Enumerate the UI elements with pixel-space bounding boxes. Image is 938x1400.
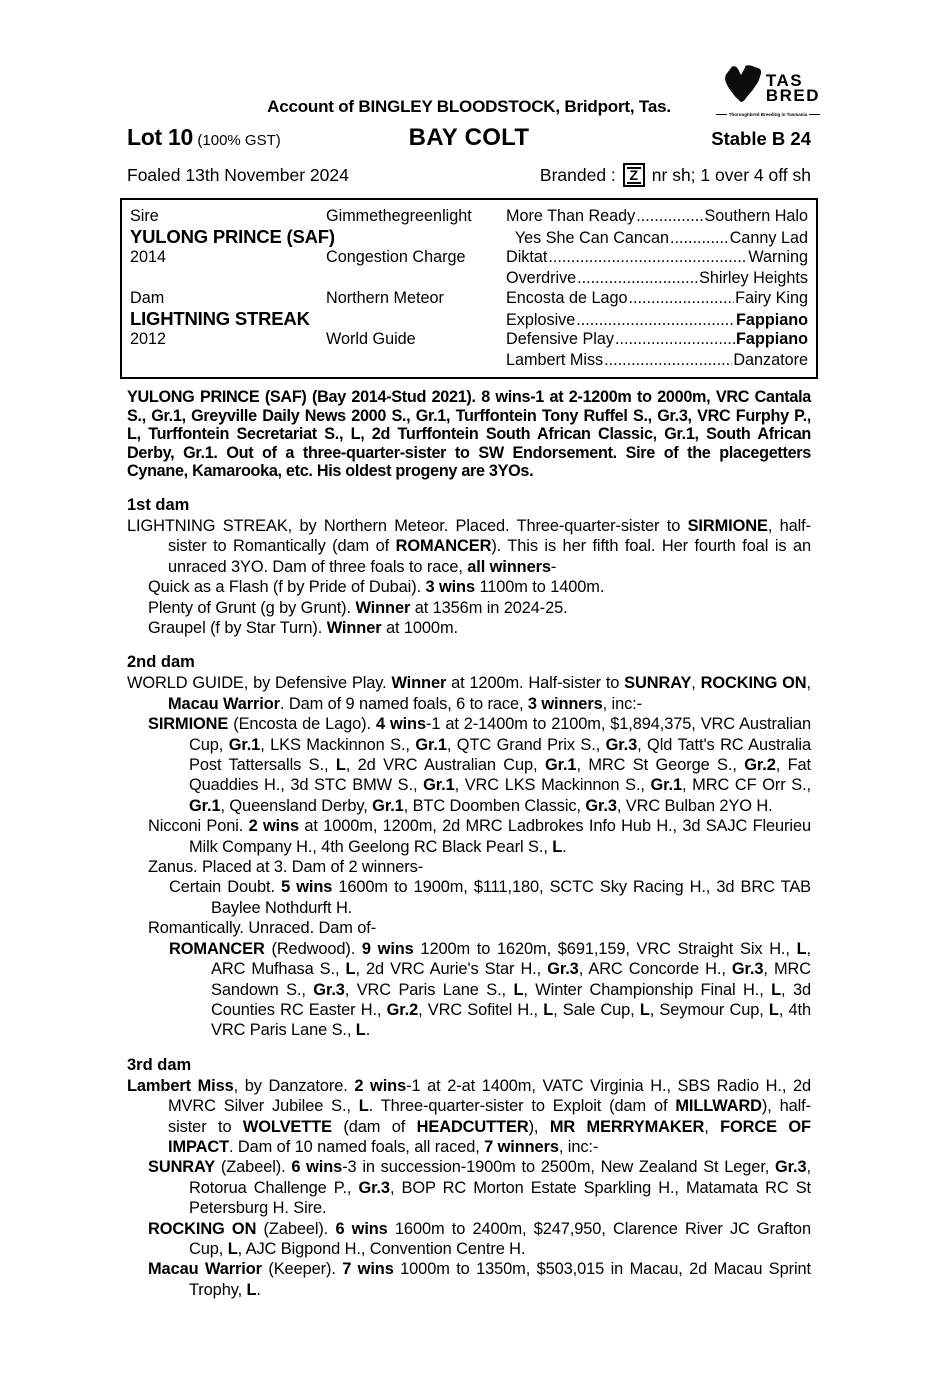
- dam-section: [127, 496, 811, 638]
- lot-row: [127, 124, 811, 152]
- emphasized-text: Gr.3: [547, 960, 579, 979]
- pedigree-cell: Sire: [130, 207, 159, 225]
- gen4-name: Fappiano: [736, 330, 808, 348]
- emphasized-text: ROMANCER: [169, 939, 265, 958]
- emphasized-text: L: [513, 980, 524, 999]
- dot-leader: [670, 228, 729, 249]
- text-run: at 1000m, 1200m, 2d MRC Ladbrokes Info Hub H., 3d SAJC Fleurieu Milk Company H., 4th Geelong RC Black Pearl S.,: [189, 817, 811, 856]
- pedigree-row: [130, 227, 808, 248]
- emphasized-text: Gr.1: [372, 796, 404, 815]
- text-run: , ARC Mufhasa S.,: [211, 939, 811, 979]
- text-run: .: [256, 1280, 261, 1299]
- text-run: , Qld Tatt's RC Australia Post Tattersalls S.,: [189, 735, 811, 775]
- text-run: (Zabeel).: [256, 1219, 336, 1238]
- lot-number: Lot 10: [127, 124, 193, 150]
- text-run: Romantically. Unraced. Dam of-: [148, 919, 377, 938]
- pedigree-row: [130, 309, 808, 330]
- brand-mark-icon: [623, 163, 645, 187]
- text-run: -3 in succession-1900m to 2500m, New Zealand St Leger,: [342, 1158, 776, 1177]
- emphasized-text: L: [345, 960, 356, 979]
- pedigree-gen3-pair: [506, 268, 808, 289]
- account-line: Account of BINGLEY BLOODSTOCK, Bridport, Tas.: [267, 97, 671, 116]
- text-run: , Fat Quaddies H., 3d STC BMW S.,: [189, 756, 811, 795]
- dot-leader: [548, 247, 747, 268]
- text-run: , ARC Concorde H.,: [578, 960, 732, 979]
- text-run: , MRC CF Orr S.,: [682, 776, 811, 795]
- text-run: , inc:-: [602, 694, 642, 713]
- emphasized-text: L: [639, 1000, 650, 1019]
- emphasized-text: L: [358, 1097, 369, 1116]
- text-run: Certain Doubt.: [169, 878, 282, 897]
- dot-leader: [636, 206, 703, 227]
- dot-leader: [577, 268, 698, 289]
- emphasized-text: L: [355, 1021, 366, 1040]
- gen3-name: Diktat: [506, 248, 548, 266]
- pedigree-paragraph: [127, 598, 811, 618]
- emphasized-text: L: [246, 1280, 257, 1299]
- dam-section: [127, 653, 811, 1040]
- text-run: , VRC Sofitel H.,: [418, 1000, 544, 1019]
- dam-section: [127, 1056, 811, 1300]
- emphasized-text: Gr.2: [386, 1000, 419, 1019]
- gen4-name: Fairy King: [735, 289, 808, 307]
- emphasized-text: Gr.3: [775, 1158, 807, 1177]
- text-run: 1100m to 1400m.: [475, 578, 605, 597]
- text-run: Zanus. Placed at 3. Dam of 2 winners-: [148, 858, 424, 877]
- text-run: , BOP RC Morton Estate Sparkling H., Matamata RC St Petersburg H. Sire.: [189, 1178, 811, 1218]
- branded-prefix: Branded :: [539, 164, 616, 185]
- emphasized-text: FORCE OF IMPACT: [168, 1117, 811, 1156]
- pedigree-paragraph: [127, 1219, 811, 1260]
- text-run: LIGHTNING STREAK, by Northern Meteor. Placed. Three-quarter-sister to: [127, 516, 688, 535]
- gen3-name: Yes She Can Cancan: [514, 228, 670, 247]
- emphasized-text: 4 wins: [375, 715, 426, 734]
- gen3-name: More Than Ready: [506, 207, 636, 225]
- gst-label: (100% GST): [197, 132, 281, 149]
- pedigree-gen3-pair: [515, 228, 808, 249]
- dot-leader: [629, 288, 735, 309]
- pedigree-gen3-pair: [506, 329, 808, 350]
- pedigree-paragraph: [127, 1076, 811, 1158]
- emphasized-text: L: [552, 837, 563, 856]
- logo-tagline: Thoroughbred Breeding in Tasmania: [716, 112, 820, 117]
- emphasized-text: Gr.2: [744, 756, 776, 775]
- pedigree-horse-name: YULONG PRINCE (SAF): [130, 225, 335, 247]
- section-heading: 3rd dam: [127, 1055, 192, 1074]
- emphasized-text: SUNRAY: [624, 674, 692, 693]
- text-run: , half-sister to Romantically (dam of: [168, 516, 811, 556]
- pedigree-paragraph: [127, 577, 811, 597]
- text-run: ). This is her fifth foal. Her fourth foal is an unraced 3YO. Dam of three foals to race,: [168, 537, 811, 576]
- section-heading: 1st dam: [127, 495, 190, 514]
- emphasized-text: L: [796, 939, 807, 958]
- text-run: 1600m to 2400m, $247,950, Clarence River JC Grafton Cup,: [189, 1219, 811, 1258]
- pedigree-horse-name: LIGHTNING STREAK: [130, 307, 310, 329]
- text-run: -: [550, 557, 557, 576]
- text-run: , Queensland Derby,: [220, 796, 373, 815]
- gen3-name: Encosta de Lago: [506, 289, 628, 307]
- text-run: . Three-quarter-sister to Exploit (dam of: [368, 1097, 676, 1116]
- pedigree-row: [130, 288, 808, 309]
- emphasized-text: Winner: [326, 619, 382, 637]
- emphasized-text: 3 winners: [527, 694, 603, 713]
- pedigree-row: [130, 206, 808, 227]
- pedigree-paragraph: [127, 1157, 811, 1218]
- foaled-row: [127, 163, 811, 187]
- emphasized-text: Gr.3: [731, 960, 764, 979]
- text-run: ,: [704, 1117, 721, 1136]
- emphasized-text: L: [543, 1000, 554, 1019]
- pedigree-paragraph: [127, 857, 811, 877]
- text-run: at 1356m in 2024-25.: [410, 598, 568, 617]
- text-run: (Zabeel).: [215, 1158, 292, 1177]
- text-run: (Keeper).: [261, 1260, 343, 1279]
- gen3-name: Lambert Miss: [506, 350, 604, 369]
- pedigree-row: [130, 268, 808, 289]
- text-run: , 2d VRC Australian Cup,: [345, 756, 545, 775]
- dot-leader: [576, 310, 735, 331]
- emphasized-text: SIRMIONE: [687, 516, 768, 535]
- pedigree-paragraph: [127, 1259, 811, 1300]
- emphasized-text: 6 wins: [335, 1219, 388, 1238]
- text-run: Nicconi Poni.: [148, 817, 249, 836]
- page-content: [127, 0, 811, 1300]
- text-run: , inc:-: [558, 1137, 599, 1156]
- emphasized-text: Gr.3: [605, 735, 638, 754]
- emphasized-text: Gr.1: [544, 756, 577, 775]
- text-run: at 1200m. Half-sister to: [446, 674, 625, 693]
- emphasized-text: SUNRAY: [148, 1158, 216, 1177]
- emphasized-text: Gr.3: [358, 1178, 390, 1197]
- pedigree-gen3-pair: [506, 288, 808, 309]
- emphasized-text: Winner: [355, 598, 411, 617]
- emphasized-text: Gr.3: [313, 980, 345, 999]
- gen4-name: Shirley Heights: [699, 268, 808, 287]
- text-run: , by Danzatore.: [233, 1076, 355, 1095]
- logo-line-tas: TAS: [765, 70, 804, 90]
- text-run: Graupel (f by Star Turn).: [148, 619, 327, 637]
- emphasized-text: L: [335, 756, 346, 775]
- pedigree-paragraph: [127, 673, 811, 714]
- text-run: -1 at 2-1400m to 2100m, $1,894,375, VRC Australian Cup,: [189, 715, 811, 754]
- text-run: ,: [691, 674, 701, 693]
- pedigree-paragraph: [127, 816, 811, 857]
- emphasized-text: L: [771, 980, 782, 999]
- emphasized-text: L: [227, 1239, 238, 1258]
- text-run: , QTC Grand Prix S.,: [446, 735, 606, 754]
- branded-line: [540, 163, 811, 187]
- pedigree-cell: Congestion Charge: [326, 248, 466, 266]
- gen4-name: Southern Halo: [704, 207, 808, 225]
- emphasized-text: MILLWARD: [675, 1097, 762, 1116]
- emphasized-text: HEADCUTTER: [416, 1117, 529, 1136]
- text-run: , Winter Championship Final H.,: [523, 980, 772, 999]
- text-run: YULONG PRINCE (SAF) (Bay 2014-Stud 2021). 8 wins-1 at 2-1200m to 2000m, VRC Cantala S., Gr.1, Greyville Daily News 2000 S., Gr.1, Turffontein Tony Ruffel S., Gr.3, VRC Furphy P., L, Turffontein Secretariat S., L, 2d Turffontein South African Classic, Gr.1, South African Derby, Gr.1. Out of a three-quarter-sister to SW Endorsement. Sire of the placegetters Cynane, Kamarooka, etc. His oldest progeny are 3YOs.: [127, 388, 811, 481]
- text-run: WORLD GUIDE, by Defensive Play.: [127, 674, 392, 693]
- emphasized-text: 2 wins: [354, 1076, 407, 1095]
- gen4-name: Danzatore: [733, 350, 808, 369]
- text-run: , VRC Bulban 2YO H.: [616, 796, 773, 815]
- pedigree-gen3-pair: [506, 350, 808, 371]
- text-run: (Encosta de Lago).: [228, 715, 376, 734]
- pedigree-gen3-pair: [506, 310, 808, 331]
- text-run: . Dam of 10 named foals, all raced,: [229, 1137, 485, 1156]
- text-run: , BTC Doomben Classic,: [403, 796, 586, 815]
- emphasized-text: L: [768, 1000, 779, 1019]
- pedigree-row: [130, 247, 808, 268]
- logo-line-bred: BRED: [765, 85, 820, 105]
- pedigree-paragraph: [127, 618, 811, 638]
- text-run: 1600m to 1900m, $111,180, SCTC Sky Racing H., 3d BRC TAB Baylee Nothdurft H.: [211, 878, 811, 917]
- text-run: , MRC Sandown S.,: [211, 960, 811, 999]
- pedigree-gen3-pair: [506, 206, 808, 227]
- pedigree-cell: 2012: [130, 330, 167, 348]
- text-run: , MRC St George S.,: [576, 756, 745, 775]
- emphasized-text: Gr.3: [585, 796, 617, 815]
- dot-leader: [604, 350, 732, 371]
- text-run: . Dam of 9 named foals, 6 to race,: [279, 694, 528, 713]
- pedigree-gen3-pair: [506, 247, 808, 268]
- foaled-line: Foaled 13th November 2024: [127, 164, 349, 185]
- text-run: , 4th VRC Paris Lane S.,: [211, 1000, 811, 1040]
- text-run: ),: [528, 1117, 550, 1136]
- emphasized-text: all winners: [467, 557, 551, 576]
- brand-glyph: Z: [627, 167, 641, 184]
- text-run: , Seymour Cup,: [649, 1000, 769, 1019]
- text-run: 1000m to 1350m, $503,015 in Macau, 2d Macau Sprint Trophy,: [189, 1260, 811, 1299]
- emphasized-text: 5 wins: [281, 878, 333, 897]
- gen4-name: Warning: [748, 248, 808, 266]
- text-run: .: [562, 837, 567, 856]
- pedigree-paragraph: [127, 918, 811, 938]
- emphasized-text: SIRMIONE: [148, 715, 229, 734]
- emphasized-text: 9 wins: [361, 939, 414, 958]
- text-run: , LKS Mackinnon S.,: [260, 735, 416, 754]
- text-run: , 2d VRC Aurie's Star H.,: [355, 960, 548, 979]
- emphasized-text: Gr.1: [228, 735, 261, 754]
- text-run: (dam of: [331, 1117, 417, 1136]
- text-run: , Sale Cup,: [553, 1000, 640, 1019]
- gen3-name: Explosive: [506, 310, 576, 329]
- emphasized-text: ROMANCER: [395, 537, 492, 556]
- pedigree-cell: 2014: [130, 248, 167, 266]
- pedigree-paragraph: [127, 877, 811, 918]
- emphasized-text: 6 wins: [291, 1158, 343, 1177]
- text-run: at 1000m.: [381, 619, 458, 637]
- page-title: BAY COLT: [408, 124, 530, 151]
- text-run: , Rotorua Challenge P.,: [189, 1158, 811, 1197]
- dam-sections: [127, 496, 811, 1300]
- pedigree-cell: World Guide: [326, 330, 416, 348]
- text-run: ), half-sister to: [168, 1097, 811, 1136]
- pedigree-paragraph: [127, 714, 811, 816]
- pedigree-cell: Dam: [130, 289, 165, 307]
- emphasized-text: 7 wins: [342, 1260, 394, 1279]
- sire-summary: [127, 388, 811, 481]
- text-run: , VRC Paris Lane S.,: [344, 980, 514, 999]
- emphasized-text: 3 wins: [425, 578, 475, 597]
- emphasized-text: Lambert Miss: [127, 1076, 234, 1095]
- emphasized-text: MR MERRYMAKER: [549, 1117, 705, 1136]
- pedigree-paragraph: [127, 939, 811, 1041]
- emphasized-text: ROCKING ON: [148, 1219, 257, 1238]
- text-run: .: [365, 1021, 371, 1040]
- section-heading: 2nd dam: [127, 653, 195, 672]
- emphasized-text: WOLVETTE: [242, 1117, 332, 1136]
- emphasized-text: Gr.1: [423, 776, 455, 795]
- emphasized-text: Macau Warrior: [148, 1260, 262, 1279]
- emphasized-text: 7 winners: [484, 1137, 559, 1156]
- pedigree-row: [130, 350, 808, 371]
- text-run: Plenty of Grunt (g by Grunt).: [148, 598, 356, 617]
- emphasized-text: 2 wins: [248, 817, 300, 836]
- pedigree-cell: Gimmethegreenlight: [326, 207, 472, 225]
- gen3-name: Overdrive: [506, 268, 577, 287]
- gen4-name: Fappiano: [736, 310, 808, 329]
- text-run: Quick as a Flash (f by Pride of Dubai).: [148, 578, 426, 597]
- emphasized-text: ROCKING ON: [700, 674, 807, 693]
- text-run: , VRC LKS Mackinnon S.,: [454, 776, 651, 795]
- pedigree-row: [130, 329, 808, 350]
- text-run: ,: [806, 674, 811, 693]
- emphasized-text: Macau Warrior: [168, 694, 280, 713]
- text-run: , 3d Counties RC Easter H.,: [211, 980, 811, 1019]
- pedigree-cell: Northern Meteor: [326, 289, 444, 307]
- text-run: (Redwood).: [264, 939, 362, 958]
- pedigree-rows: [130, 206, 808, 370]
- branded-suffix: nr sh; 1 over 4 off sh: [651, 164, 811, 185]
- text-run: , AJC Bigpond H., Convention Centre H.: [237, 1239, 526, 1258]
- gen4-name: Canny Lad: [729, 228, 808, 247]
- pedigree-table: [120, 198, 818, 379]
- dot-leader: [615, 329, 735, 350]
- pedigree-paragraph: [127, 516, 811, 577]
- emphasized-text: Gr.1: [189, 796, 221, 815]
- emphasized-text: Gr.1: [650, 776, 683, 795]
- stable-label: Stable B 24: [711, 128, 811, 149]
- emphasized-text: Gr.1: [415, 735, 447, 754]
- lot-left: [127, 124, 281, 151]
- gen3-name: Defensive Play: [506, 330, 614, 348]
- text-run: 1200m to 1620m, $691,159, VRC Straight Six H.,: [413, 939, 797, 958]
- text-run: -1 at 2-at 1400m, VATC Virginia H., SBS Radio H., 2d MVRC Silver Jubilee S.,: [168, 1076, 811, 1116]
- emphasized-text: Winner: [391, 674, 447, 693]
